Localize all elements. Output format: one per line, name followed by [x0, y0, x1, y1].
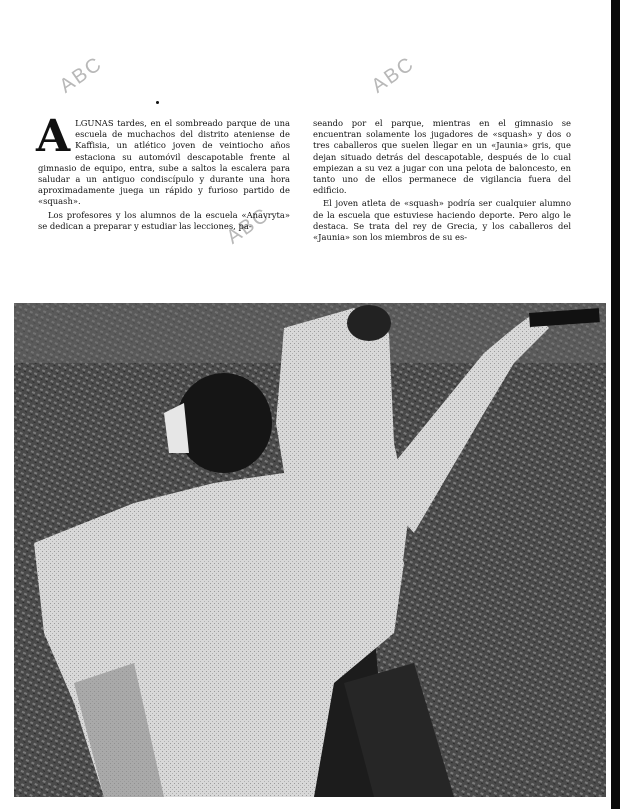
page-mark-dot [156, 101, 159, 104]
watermark-abc: ABC [222, 203, 274, 249]
article-paragraph: LGUNAS tardes, en el sombreado parque de una escuela de muchachos del distrito ateniense de Kaffisia, un atlético joven de veintiocho años estaciona su automóvil descapotable frente al gimnasio de equipo, entra, sube a saltos la escalera para saludar a un antiguo condiscípulo y durante una hora aproximadamente juega un rápido y furioso partido de «squash». [38, 118, 290, 207]
article-paragraph: seando por el parque, mientras en el gimnasio se encuentran solamente los jugadores de «squash» y dos o tres caballeros que suelen llegar en un «Jaunia» gris, que dejan situado detrás del descapotable, después de lo cual empiezan a su vez a jugar con una pelota de baloncesto, en tanto uno de ellos permanece de vigilancia fuera del edificio. [313, 118, 571, 196]
article-column-left [36, 111, 290, 234]
article-paragraph: Los profesores y los alumnos de la escuela «Anavryta» se dedican a preparar y estudiar las lecciones, pa- [38, 209, 290, 231]
article-dropcap: A [36, 111, 71, 162]
article-paragraph: El joven atleta de «squash» podría ser cualquier alumno de la escuela que estuviese haciendo deporte. Pero algo le destaca. Se trata del rey de Grecia, y los caballeros del «Jaunia» son los miembros de su es- [313, 198, 571, 243]
page-edge-shadow [611, 0, 620, 809]
photo-illustration [14, 303, 606, 797]
watermark-abc: ABC [55, 52, 107, 98]
article-photo [14, 303, 606, 797]
watermark-abc: ABC [367, 52, 419, 98]
article-column-right [313, 118, 571, 245]
